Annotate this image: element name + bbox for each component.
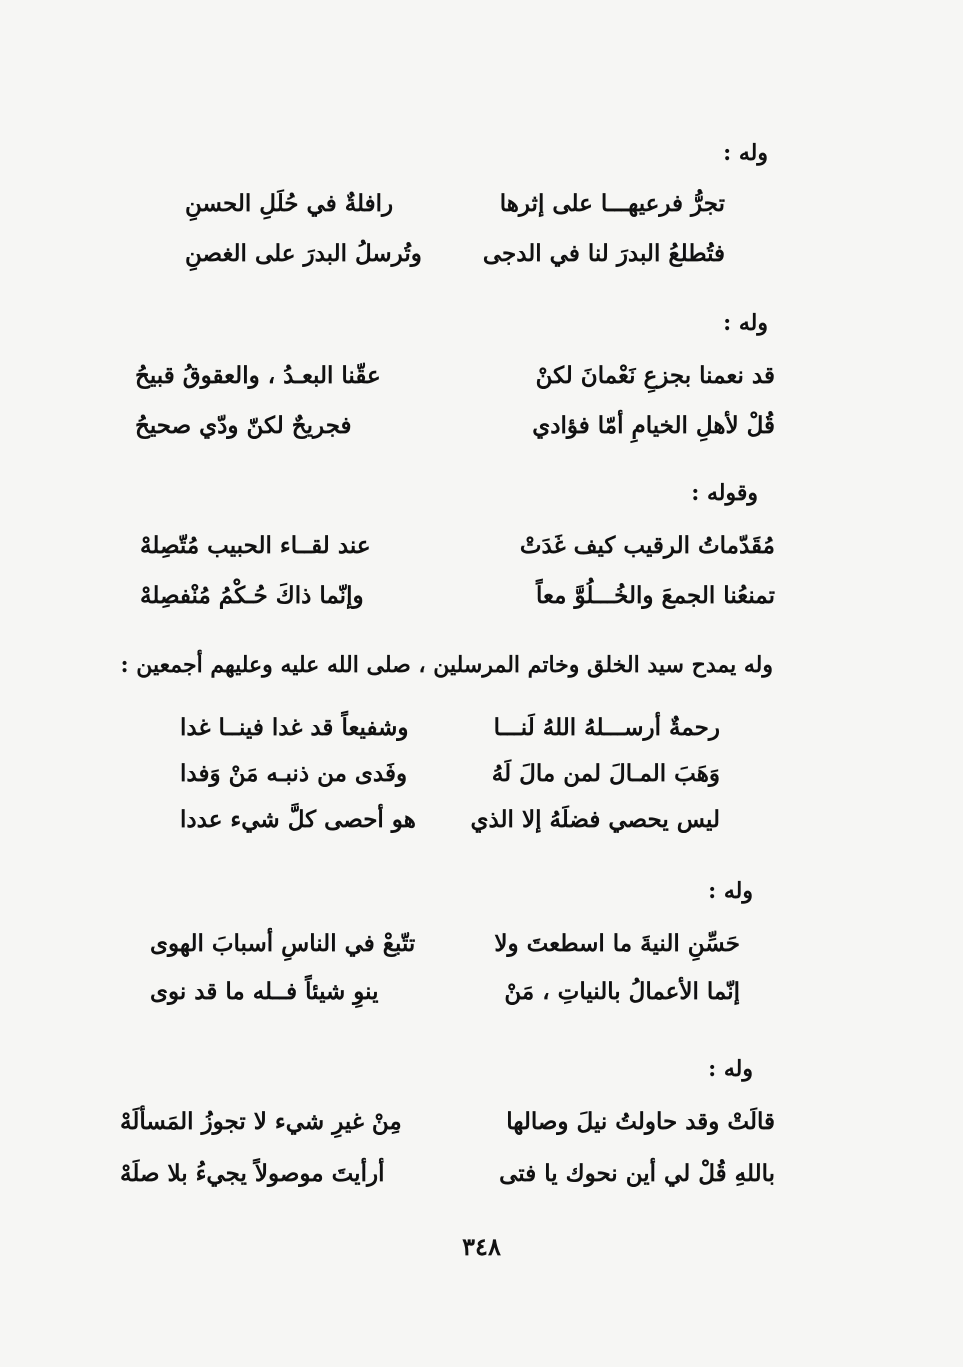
- verse-first-hemistich: مُقَدّماتُ الرقيب كيف غَدَتْ: [519, 532, 775, 559]
- verse: [135, 362, 775, 402]
- verse-second-hemistich: وشفيعاً قد غدا فينــا غدا: [180, 714, 409, 741]
- verse-second-hemistich: أرأيتَ موصولاً يجيءُ بلا صلَهْ: [120, 1160, 385, 1187]
- verse-second-hemistich: وفَدى من ذنبـه مَنْ وَفدا: [180, 760, 408, 787]
- verse-first-hemistich: قالَتْ وقد حاولتُ نيلَ وصالها: [506, 1108, 775, 1135]
- verse-first-hemistich: رحمةٌ أرســـلهُ اللهُ لَنـــا: [493, 714, 720, 741]
- verse: [135, 412, 775, 452]
- verse-second-hemistich: وإنّما ذاكَ حُـكْمُ مُنْفصِلهْ: [140, 582, 364, 609]
- poem-intro: وله :: [708, 1056, 753, 1082]
- poem-intro: وله :: [723, 140, 768, 166]
- verse-second-hemistich: عقّنا البعـدُ ، والعقوقُ قبيحُ: [135, 362, 381, 389]
- verse-second-hemistich: رافلةٌ في حُلَلِ الحسنِ: [185, 190, 394, 217]
- verse: [140, 532, 775, 572]
- verse: [120, 1108, 775, 1148]
- poem-intro: وله يمدح سيد الخلق وخاتم المرسلين ، صلى الله عليه وعليهم أجمعين :: [120, 652, 773, 678]
- verse-second-hemistich: عند لقــاء الحبيب مُتّصِلهْ: [140, 532, 371, 559]
- verse: [150, 978, 755, 1018]
- verse: [180, 760, 740, 800]
- verse-second-hemistich: ينوِ شيئاً فــله ما قد نوى: [150, 978, 379, 1005]
- verse-second-hemistich: هو أحصى كلَّ شيء عددا: [180, 806, 416, 833]
- verse-first-hemistich: حَسِّنِ النيةَ ما اسطعتَ ولا: [494, 930, 740, 957]
- poem-intro: وله :: [708, 878, 753, 904]
- verse-first-hemistich: باللهِ قُلْ لي أين نحوك يا فتى: [499, 1160, 775, 1187]
- verse-first-hemistich: إنّما الأعمالُ بالنياتِ ، مَنْ: [504, 978, 740, 1005]
- poem-intro: وله :: [723, 310, 768, 336]
- verse-second-hemistich: مِنْ غيرِ شيء لا تجوزُ المَسألَهْ: [120, 1108, 402, 1135]
- verse: [180, 714, 740, 754]
- verse-first-hemistich: تمنعُنا الجمعَ والخُـــلُوَّ معاً: [536, 582, 775, 609]
- verse: [140, 582, 775, 622]
- verse-first-hemistich: ليس يحصي فضلَهُ إلا الذي: [470, 806, 720, 833]
- verse-first-hemistich: قد نعمنا بجزعِ نَعْمانَ لكنْ: [535, 362, 775, 389]
- verse-second-hemistich: وتُرسلُ البدرَ على الغصنِ: [185, 240, 422, 267]
- verse-second-hemistich: فجريحٌ لكنّ ودّي صحيحُ: [135, 412, 352, 439]
- verse-first-hemistich: قُلْ لأهلِ الخيامِ أمّا فؤادي: [532, 412, 775, 439]
- page-number: ٣٤٨: [462, 1232, 501, 1261]
- verse: [185, 190, 745, 230]
- verse-first-hemistich: وَهَبَ المـالَ لمن مالَ لَهُ: [491, 760, 720, 787]
- verse: [180, 806, 740, 846]
- poem-intro: وقوله :: [691, 480, 758, 506]
- verse: [185, 240, 745, 280]
- verse: [150, 930, 755, 970]
- verse-first-hemistich: فتُطلعُ البدرَ لنا في الدجى: [482, 240, 725, 267]
- verse-first-hemistich: تجرُّ فرعيهـــا على إثرها: [499, 190, 725, 217]
- verse: [120, 1160, 775, 1200]
- verse-second-hemistich: تتّبعْ في الناسِ أسبابَ الهوى: [150, 930, 416, 957]
